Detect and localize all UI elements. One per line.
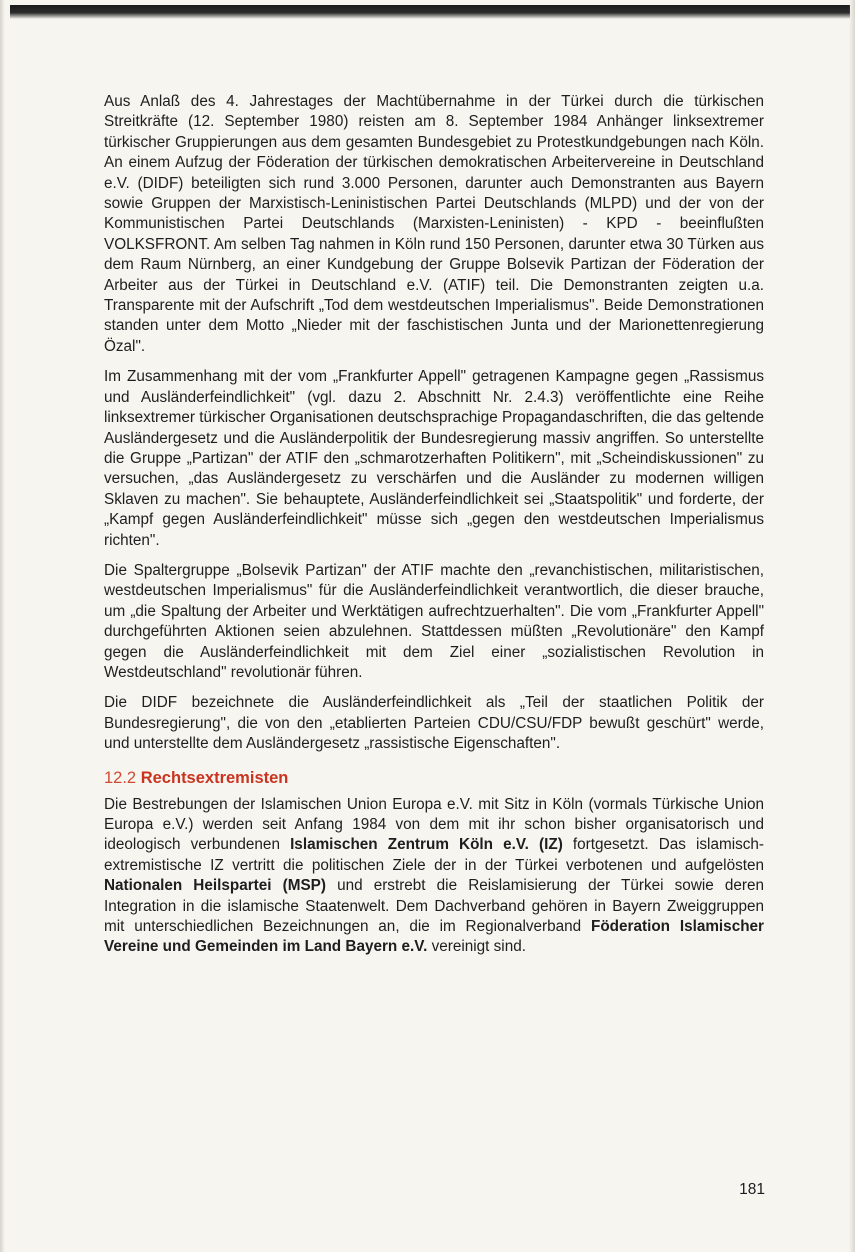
paragraph-3-text: Die Spaltergruppe „Bolsevik Partizan" der ATIF machte den „revanchistischen, militaristischen, westdeutschen Imperialismus" für die Ausländerfeindlichkeit verantwortlich, die dieser brauche, um „die Spaltung der Arbeiter und Werktätigen aufrechtzuerhalten". Die vom „Frankfurter Appell" durchgeführten Aktionen seien abzulehnen. Stattdessen müßten „Revolutionäre" den Kampf gegen die Ausländerfeindlichkeit mit dem Ziel einer „sozialistischen Revolution in Westdeutschland" revolutionär führen.: [104, 561, 764, 681]
paragraph-4-text: Die DIDF bezeichnete die Ausländerfeindlichkeit als „Teil der staatlichen Politik der Bundesregierung", die von den „etablierten Parteien CDU/CSU/FDP bewußt geschürt" werde, und unterstellte dem Ausländergesetz „rassistische Eigenschaften".: [104, 694, 764, 753]
paragraph-1: [104, 92, 764, 357]
page-edge-right: [849, 0, 855, 1252]
page-edge-left: [0, 0, 5, 1252]
section-paragraph-run: fortgesetzt. Das islamisch-extremistische IZ vertritt die politischen Ziele der in der Türkei verbotenen und aufgelösten: [104, 836, 764, 874]
section-paragraph-run: und erstrebt die Reislamisierung der Türkei sowie deren Integration in die islamische Staatenwelt. Dem Dachverband gehören in Bayern Zweiggruppen mit unterschiedlichen Bezeichnungen an, die im Regionalverband: [104, 877, 764, 936]
section-paragraph: [104, 795, 764, 958]
org-islamisches-zentrum: Islamischen Zentrum Köln e.V. (IZ): [290, 836, 563, 854]
paragraph-2-text: Im Zusammenhang mit der vom „Frankfurter Appell" getragenen Kampagne gegen „Rassismus und Ausländerfeindlichkeit" (vgl. dazu 2. Abschnitt Nr. 2.4.3) veröffentlichte eine Reihe linksextremer türkischer Organisationen deutschsprachige Propagandaschriften, die das geltende Ausländergesetz und die Ausländerpolitik der Bundesregierung massiv angriffen. So unterstellte die Gruppe „Partizan" der ATIF den „schmarotzerhaften Politikern", mit „Scheindiskussionen" zu versuchen, „das Ausländergesetz zu verschärfen und die Ausländer zu modernen willigen Sklaven zu machen". Sie behauptete, Ausländerfeindlichkeit sei „Staatspolitik" und forderte, der „Kampf gegen Ausländerfeindlichkeit" müsse sich „gegen den westdeutschen Imperialismus richten".: [104, 368, 764, 549]
section-title: Rechtsextremisten: [140, 768, 289, 787]
paragraph-3: [104, 561, 764, 683]
section-heading: [104, 768, 764, 788]
section-paragraph-run: vereinigt sind.: [427, 938, 526, 956]
paragraph-4: [104, 693, 764, 754]
page-number: 181: [739, 1181, 765, 1198]
org-nationale-heilspartei: Nationalen Heilspartei (MSP): [104, 877, 326, 895]
paragraph-2: [104, 367, 764, 551]
org-foederation-bayern: Föderation Islamischer Vereine und Gemeinden im Land Bayern e.V.: [104, 918, 764, 956]
document-body: [104, 92, 764, 968]
section-number: 12.2: [104, 768, 137, 787]
paragraph-1-text: Aus Anlaß des 4. Jahrestages der Machtübernahme in der Türkei durch die türkischen Streitkräfte (12. September 1980) reisten am 8. September 1984 Anhänger linksextremer türkischer Gruppierungen aus dem gesamten Bundesgebiet zu Protestkundgebungen nach Köln. An einem Aufzug der Föderation der türkischen demokratischen Arbeitervereine in Deutschland e.V. (DIDF) beteiligten sich rund 3.000 Personen, darunter auch Demonstranten aus Bayern sowie Gruppen der Marxistisch-Leninistischen Partei Deutschlands (MLPD) und der von der Kommunistischen Partei Deutschlands (Marxisten-Leninisten) - KPD - beeinflußten VOLKSFRONT. Am selben Tag nahmen in Köln rund 150 Personen, darunter etwa 30 Türken aus dem Raum Nürnberg, an einer Kundgebung der Gruppe Bolsevik Partizan der Föderation der Arbeiter aus der Türkei in Deutschland e.V. (ATIF) teil. Die Demonstranten zeigten u.a. Transparente mit der Aufschrift „Tod dem westdeutschen Imperialismus". Beide Demonstrationen standen unter dem Motto „Nieder mit der faschistischen Junta und der Marionettenregierung Özal".: [104, 93, 764, 355]
section-paragraph-run: Die Bestrebungen der Islamischen Union Europa e.V. mit Sitz in Köln (vormals Türkische Union Europa e.V.) werden seit Anfang 1984 von dem mit ihr schon bisher organisatorisch und ideologisch verbundenen: [104, 795, 764, 854]
scan-edge-top: [10, 5, 850, 19]
